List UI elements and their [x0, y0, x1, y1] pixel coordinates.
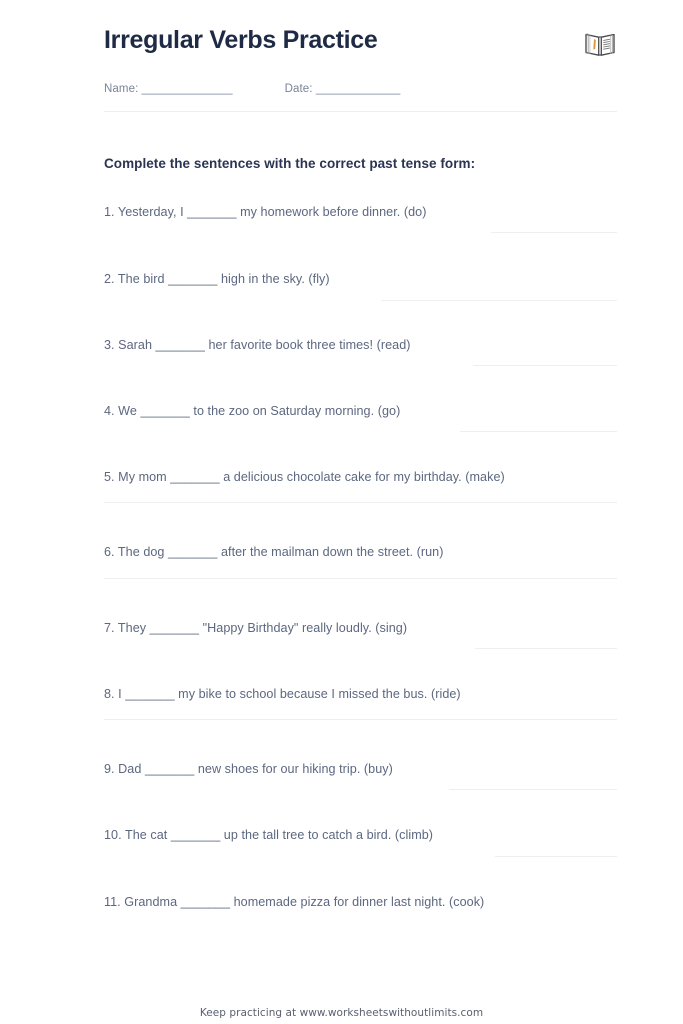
answer-line[interactable]: [449, 789, 617, 790]
question-item: [104, 468, 617, 486]
question-text: 11. Grandma _______ homemade pizza for dinner last night. (cook): [104, 894, 485, 909]
question-item: [104, 270, 617, 300]
question-list: [104, 203, 617, 911]
question-item: [104, 336, 617, 366]
date-field[interactable]: Date: _____________: [284, 83, 401, 95]
question-text: 3. Sarah _______ her favorite book three times! (read): [104, 337, 411, 352]
question-item: [104, 619, 617, 649]
question-item: [104, 893, 617, 911]
question-item: [104, 760, 617, 790]
question-item: [104, 402, 617, 432]
question-item: [104, 685, 617, 703]
question-item: [104, 826, 617, 856]
open-book-icon: [583, 27, 617, 61]
answer-line[interactable]: [381, 300, 617, 301]
page-break-divider: [104, 719, 617, 720]
question-item: [104, 543, 617, 561]
question-text: 9. Dad _______ new shoes for our hiking trip. (buy): [104, 762, 393, 776]
worksheet-header: [104, 0, 617, 61]
answer-line[interactable]: [475, 648, 617, 649]
name-date-row: [104, 83, 617, 95]
question-item: [104, 203, 617, 233]
header-divider: [104, 111, 617, 112]
answer-line[interactable]: [460, 431, 617, 432]
page-title: Irregular Verbs Practice: [104, 26, 378, 54]
question-text: 5. My mom _______ a delicious chocolate cake for my birthday. (make): [104, 470, 505, 484]
question-text: 1. Yesterday, I _______ my homework before dinner. (do): [104, 205, 427, 219]
question-text: 8. I _______ my bike to school because I missed the bus. (ride): [104, 686, 461, 701]
page-break-divider: [104, 578, 617, 579]
question-text: 7. They _______ "Happy Birthday" really loudly. (sing): [104, 620, 408, 635]
worksheet-content: [104, 0, 617, 911]
question-text: 2. The bird _______ high in the sky. (fly): [104, 272, 330, 287]
question-text: 10. The cat _______ up the tall tree to catch a bird. (climb): [104, 828, 434, 843]
question-text: 4. We _______ to the zoo on Saturday morning. (go): [104, 403, 401, 418]
answer-line[interactable]: [491, 232, 617, 233]
instruction-text: Complete the sentences with the correct past tense form:: [104, 156, 476, 171]
question-text: 6. The dog _______ after the mailman down the street. (run): [104, 545, 444, 560]
footer-text: Keep practicing at www.worksheetswithoutlimits.com: [199, 1007, 484, 1019]
name-field[interactable]: Name: ______________: [104, 83, 233, 95]
page-break-divider: [104, 502, 617, 503]
answer-line[interactable]: [473, 365, 617, 366]
answer-line[interactable]: [495, 856, 617, 857]
